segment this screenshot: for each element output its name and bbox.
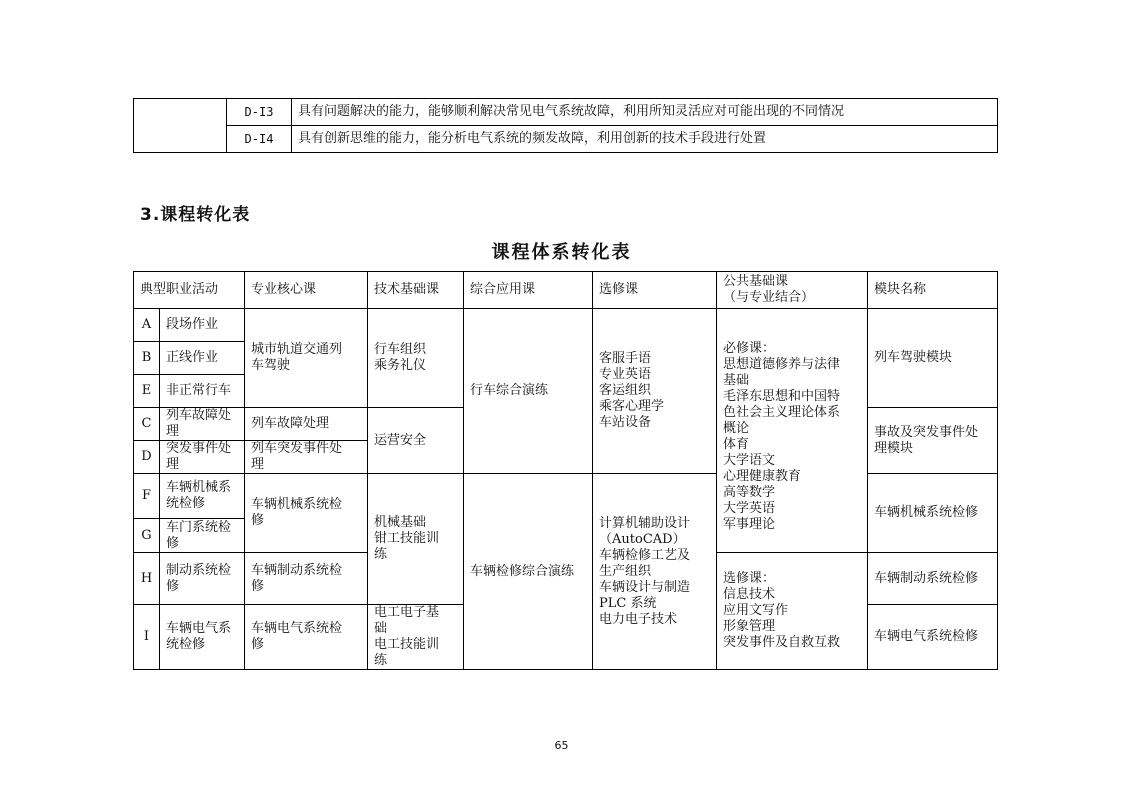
- public-elective-courses: 选修课： 信息技术 应用文写作 形象管理 突发事件及自救互救: [717, 553, 868, 670]
- activity-name: 列车故障处 理: [160, 408, 245, 441]
- elective-course: 客服手语 专业英语 客运组织 乘客心理学 车站设备: [593, 309, 717, 474]
- activity-letter: F: [134, 474, 160, 519]
- public-required-courses: 必修课： 思想道德修养与法律 基础 毛泽东思想和中国特 色社会主义理论体系 概论 体育 大学语文 心理健康教育 高等数学 大学英语 军事理论: [717, 309, 868, 553]
- empty-merged-cell: [134, 99, 227, 153]
- comprehensive-course: 车辆检修综合演练: [464, 474, 593, 670]
- core-course: 列车突发事件处 理: [245, 441, 368, 474]
- tech-course: 机械基础 钳工技能训 练: [368, 474, 464, 605]
- core-course: 车辆电气系统检 修: [245, 605, 368, 670]
- activity-name: 车门系统检 修: [160, 519, 245, 553]
- activity-name: 突发事件处 理: [160, 441, 245, 474]
- activity-letter: D: [134, 441, 160, 474]
- header-tech: 技术基础课: [368, 272, 464, 309]
- table-row: [134, 309, 998, 342]
- table-row: [134, 474, 998, 519]
- tech-course: 电工电子基 础 电工技能训 练: [368, 605, 464, 670]
- activity-letter: G: [134, 519, 160, 553]
- core-course: 车辆制动系统检 修: [245, 553, 368, 605]
- header-comprehensive: 综合应用课: [464, 272, 593, 309]
- activity-letter: B: [134, 342, 160, 375]
- activity-letter: E: [134, 375, 160, 408]
- tech-course: 运营安全: [368, 408, 464, 474]
- header-module: 模块名称: [868, 272, 998, 309]
- activity-name: 正线作业: [160, 342, 245, 375]
- competency-table-fragment: [133, 98, 998, 153]
- course-conversion-table: [133, 271, 998, 670]
- table-title: 课程体系转化表: [491, 242, 632, 263]
- activity-name: 制动系统检 修: [160, 553, 245, 605]
- core-course: 城市轨道交通列 车驾驶: [245, 309, 368, 408]
- module-name: 车辆机械系统检修: [868, 474, 998, 553]
- activity-letter: I: [134, 605, 160, 670]
- activity-name: 段场作业: [160, 309, 245, 342]
- header-activity: 典型职业活动: [134, 272, 245, 309]
- activity-name: 非正常行车: [160, 375, 245, 408]
- comprehensive-course: 行车综合演练: [464, 309, 593, 474]
- header-elective: 选修课: [593, 272, 717, 309]
- competency-description: 具有问题解决的能力，能够顺利解决常见电气系统故障，利用所知灵活应对可能出现的不同情况: [292, 99, 998, 126]
- table-row: [134, 126, 998, 153]
- table-header-row: [134, 272, 998, 309]
- activity-letter: C: [134, 408, 160, 441]
- module-name: 列车驾驶模块: [868, 309, 998, 408]
- section-heading: 3.课程转化表: [140, 205, 251, 225]
- competency-description: 具有创新思维的能力，能分析电气系统的频发故障，利用创新的技术手段进行处置: [292, 126, 998, 153]
- core-course: 列车故障处理: [245, 408, 368, 441]
- module-name: 车辆电气系统检修: [868, 605, 998, 670]
- activity-name: 车辆机械系 统检修: [160, 474, 245, 519]
- elective-course: 计算机辅助设计 （AutoCAD） 车辆检修工艺及 生产组织 车辆设计与制造 PLC 系统 电力电子技术: [593, 474, 717, 670]
- page-number: 65: [554, 739, 569, 752]
- header-core: 专业核心课: [245, 272, 368, 309]
- header-public: 公共基础课 （与专业结合）: [717, 272, 868, 309]
- activity-name: 车辆电气系 统检修: [160, 605, 245, 670]
- table-row: [134, 99, 998, 126]
- tech-course: 行车组织 乘务礼仪: [368, 309, 464, 408]
- activity-letter: H: [134, 553, 160, 605]
- module-name: 车辆制动系统检修: [868, 553, 998, 605]
- competency-code: D-I3: [227, 99, 292, 126]
- competency-code: D-I4: [227, 126, 292, 153]
- module-name: 事故及突发事件处 理模块: [868, 408, 998, 474]
- activity-letter: A: [134, 309, 160, 342]
- core-course: 车辆机械系统检 修: [245, 474, 368, 553]
